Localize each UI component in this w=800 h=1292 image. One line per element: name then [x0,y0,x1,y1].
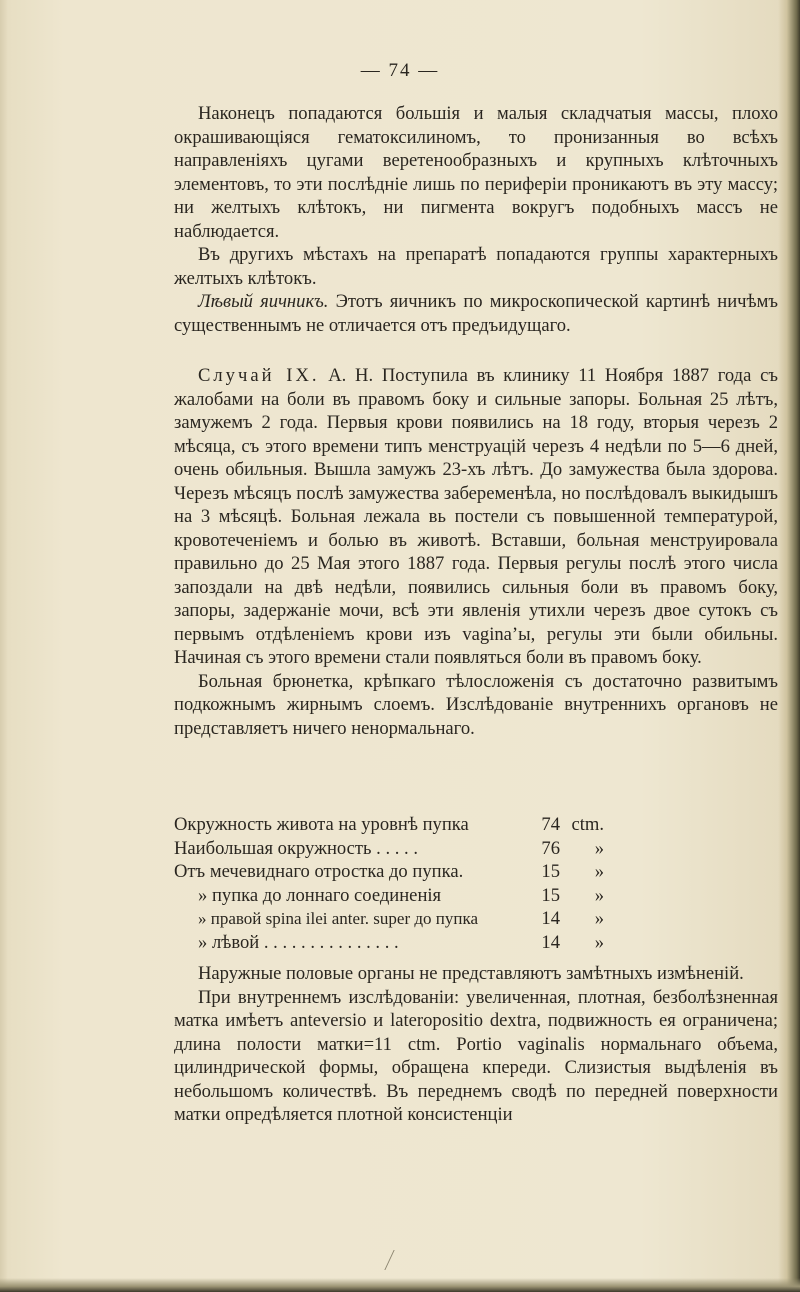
measurement-label: Отъ мечевиднаго отростка до пупка. [174,861,464,882]
measurement-row [174,837,604,861]
measurement-unit: » [594,837,604,859]
paragraph-constitution: Больная брюнетка, крѣпкаго тѣлосложенія съ достаточно развитымъ подкожнымъ жирнымъ слоемъ. Изслѣдованіе внутреннихъ органовъ не представляетъ ничего ненормальнаго. [174,670,778,739]
measurement-row [174,884,604,908]
measurement-value: 14 [541,908,560,929]
page-shadow-left [0,0,8,1292]
measurement-unit: ctm. [571,814,604,835]
measurement-value: 15 [541,884,560,906]
stray-pencil-mark [384,1250,406,1270]
measurement-unit: » [594,931,604,953]
measurement-value: 15 [541,861,560,882]
measurement-label: » пупка до лоннаго соединенія [198,884,442,906]
paragraph-case-history [174,364,778,670]
page-bottom-edge [0,1278,800,1292]
measurement-label: Окружность живота на уровнѣ пупка [174,814,469,835]
paragraph-left-ovary [174,290,778,337]
measurement-unit: » [594,884,604,906]
measurements-table [174,813,604,954]
case-history-text: А. Н. Поступила въ клинику 11 Ноября 1887 года съ жалобами на боли въ правомъ боку и сильные запоры. Больная 25 лѣтъ, замужемъ 2 года. Первыя крови появились на 18 году, вторыя черезъ 2 мѣсяца, съ этого времени типъ менструацій черезъ 4 недѣли по 5—6 дней, очень обильныя. Вышла замужъ 23-хъ лѣтъ. До замужества была здорова. Черезъ мѣсяцъ послѣ замужества забеременѣла, но послѣдовалъ выкидышъ на 3 мѣсяцѣ. Больная лежала вь постели съ повышенной температурой, кровотеченіемъ и болью въ животѣ. Вставши, больная менструировала правильно до 25 Мая этого 1887 года. Первыя регулы послѣ этого числа запоздали на двѣ недѣли, появились сильныя боли въ правомъ боку, запоры, задержаніе мочи, всѣ эти явленія утихли черезъ двое сутокъ съ первымъ отдѣленіемъ крови изъ vaginaʼы, регулы эти были обильны. Начиная съ этого времени стали появляться боли въ правомъ боку. [174,365,778,668]
text-block-ovaries [174,102,778,337]
text-block-examination [174,962,778,1127]
paragraph-yellow-cells: Въ другихъ мѣстахъ на препаратѣ попадаются группы характерныхъ желтыхъ клѣтокъ. [174,244,778,289]
page-number: — 74 — [360,60,440,81]
measurement-row [174,907,604,931]
measurement-row [174,813,604,837]
measurement-row [174,931,604,955]
left-ovary-text: Этотъ яичникъ по микроскопической картинѣ ничѣмъ существеннымъ не отличается отъ предъидущаго. [174,291,779,336]
measurement-value: 74 [541,814,560,835]
paragraph-external-organs: Наружные половые органы не представляютъ замѣтныхъ измѣненій. [198,963,744,984]
measurement-value: 76 [541,837,560,859]
text-block-case-ix [174,364,778,740]
page-binding-edge [778,0,800,1292]
measurement-label: Наибольшая окружность . . . . . [174,837,419,859]
measurement-row [174,860,604,884]
paragraph-folded-masses: Наконецъ попадаются большія и малыя складчатыя массы, плохо окрашивающіяся гематоксилиномъ, то пронизанныя во всѣхъ направленіяхъ цугами веретенообразныхъ и крупныхъ клѣточныхъ элементовъ, то эти послѣдніе лишь по периферіи проникаютъ въ эту массу; ни желтыхъ клѣтокъ, ни пигмента вокругъ подобныхъ массъ не наблюдается. [174,103,778,242]
case-heading: Случай IX. [198,365,320,386]
measurement-label: » лѣвой . . . . . . . . . . . . . . . [198,931,399,953]
paragraph-internal-exam: При внутреннемъ изслѣдованіи: увеличенная, плотная, безболѣзненная матка имѣетъ anteversio и lateropositio dextra, подвижность ея ограничена; длина полости матки=11 ctm. Portio vaginalis нормальнаго объема, цилиндрической формы, обращена кпереди. Слизистыя выдѣленія въ небольшомъ количествѣ. Въ переднемъ сводѣ по передней поверхности матки опредѣляется плотной консистенціи [174,986,778,1125]
measurement-unit: » [594,861,604,882]
measurement-label: » правой spina ilei anter. super до пупка [198,909,479,928]
measurement-value: 14 [541,931,560,953]
measurement-unit: » [594,908,604,929]
left-ovary-heading: Лѣвый яичникъ. [198,291,329,312]
